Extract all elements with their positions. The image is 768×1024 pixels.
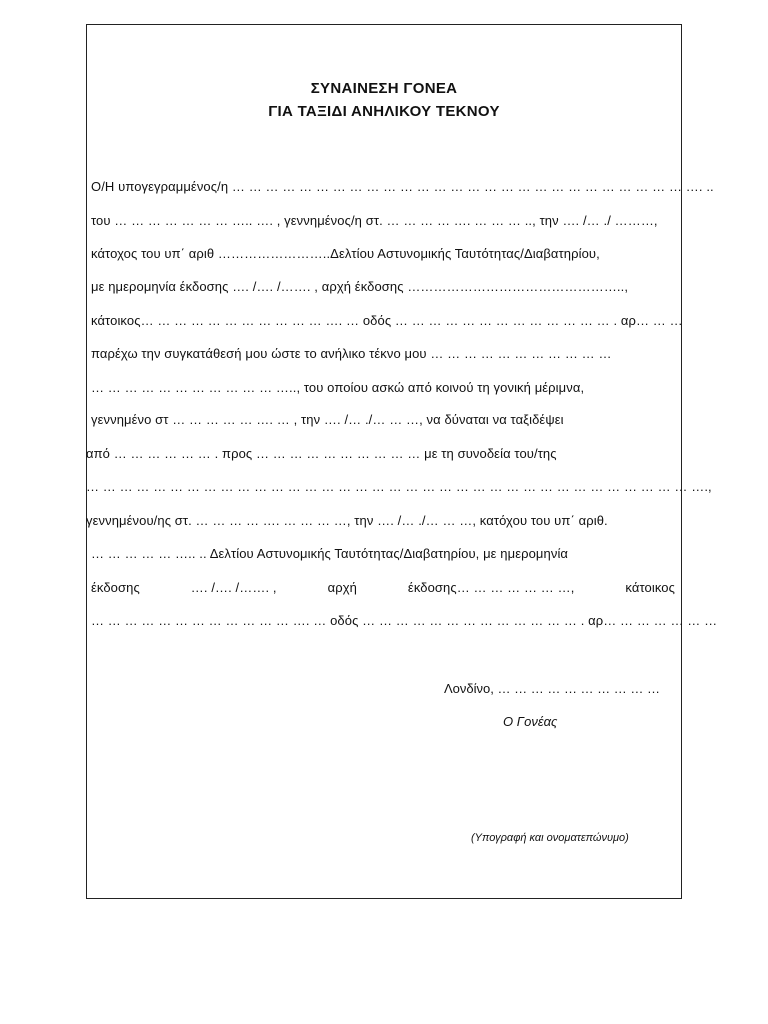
form-line: με ημερομηνία έκδοσης …. /…. /……. , αρχή έκδοσης ………………………………………….., <box>91 279 629 294</box>
form-line: από … … … … … … . προς … … … … … … … … … … με τη συνοδεία του/της <box>86 446 557 461</box>
form-line: παρέχω την συγκατάθεσή μου ώστε το ανήλικο τέκνο μου … … … … … … … … … … … <box>91 346 612 361</box>
form-line: … … … … … ….. .. Δελτίου Αστυνομικής Ταυτότητας/Διαβατηρίου, με ημερομηνία <box>91 546 569 561</box>
form-line: γεννημένου/ης στ. … … … … …. … … … …, την …. /… ./… … …, κατόχου του υπ΄ αριθ. <box>86 513 608 528</box>
form-line-justified <box>91 580 675 595</box>
form-line-word: αρχή <box>327 580 357 595</box>
document-title-line-2: ΓΙΑ ΤΑΞΙΔΙ ΑΝΗΛΙΚΟΥ ΤΕΚΝΟΥ <box>268 103 500 120</box>
signature-place: Λονδίνο, … … … … … … … … … … <box>444 681 660 696</box>
form-line: του … … … … … … … ….. …. , γεννημένος/η στ. … … … … …. … … … .., την …. /… ./ ………, <box>91 213 658 228</box>
form-line: κάτοχος του υπ΄ αριθ ……………………..Δελτίου Αστυνομικής Ταυτότητας/Διαβατηρίου, <box>91 246 600 261</box>
signature-role: Ο Γονέας <box>503 714 558 729</box>
form-line: Ο/Η υπογεγραμμένος/η … … … … … … … … … … … … … … … … … … … … … … … … … … … …. .. <box>91 179 714 194</box>
form-line: … … … … … … … … … … … ….., του οποίου ασκώ από κοινού τη γονική μέριμνα, <box>91 380 585 395</box>
form-line: … … … … … … … … … … … … …. … οδός … … … … … … … … … … … … … . αρ… … … … … … … <box>91 613 718 628</box>
form-line-word: έκδοσης… … … … … … …, <box>407 580 575 595</box>
form-line-word: κάτοικος <box>625 580 675 595</box>
document-frame <box>86 24 682 899</box>
form-line: … … … … … … … … … … … … … … … … … … … … … … … … … … … … … … … … … … … … …., <box>86 479 712 494</box>
form-line: κάτοικος… … … … … … … … … … … …. … οδός … … … … … … … … … … … … … . αρ… … … <box>91 313 683 328</box>
form-line: γεννημένο στ … … … … … …. … , την …. /… ./… … …, να δύναται να ταξιδέψει <box>91 412 564 427</box>
document-title-line-1: ΣΥΝΑΙΝΕΣΗ ΓΟΝΕΑ <box>310 80 458 97</box>
form-line-word: έκδοσης <box>91 580 140 595</box>
signature-note: (Υπογραφή και ονοματεπώνυμο) <box>471 832 629 844</box>
form-line-word: …. /…. /……. , <box>190 580 277 595</box>
